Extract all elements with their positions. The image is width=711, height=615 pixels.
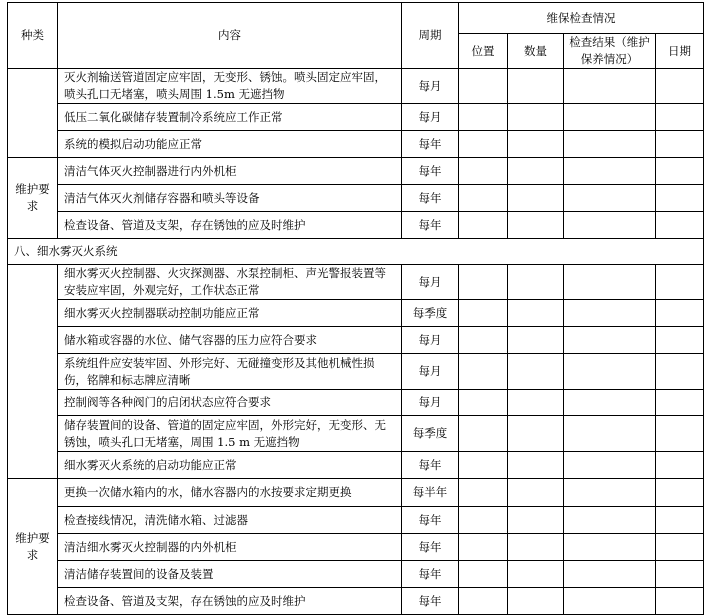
position-cell[interactable] [459,158,508,185]
quantity-cell[interactable] [508,69,564,104]
position-cell[interactable] [459,534,508,561]
quantity-cell[interactable] [508,185,564,212]
result-cell[interactable] [564,158,656,185]
result-cell[interactable] [564,327,656,354]
date-cell[interactable] [656,354,704,390]
header-category: 种类 [8,3,58,69]
result-cell[interactable] [564,507,656,534]
date-cell[interactable] [656,158,704,185]
result-cell[interactable] [564,416,656,452]
cycle-cell: 每季度 [402,300,459,327]
date-cell[interactable] [656,588,704,615]
result-cell[interactable] [564,390,656,416]
section-heading: 八、细水雾灭火系统 [8,239,704,265]
quantity-cell[interactable] [508,354,564,390]
position-cell[interactable] [459,104,508,131]
cycle-cell: 每半年 [402,479,459,507]
position-cell[interactable] [459,507,508,534]
cycle-cell: 每月 [402,265,459,300]
position-cell[interactable] [459,354,508,390]
content-cell: 细水雾灭火控制器联动控制功能应正常 [58,300,402,327]
quantity-cell[interactable] [508,131,564,158]
result-cell[interactable] [564,69,656,104]
date-cell[interactable] [656,452,704,479]
cycle-cell: 每年 [402,185,459,212]
content-cell: 控制阀等各种阀门的启闭状态应符合要求 [58,390,402,416]
cycle-cell: 每年 [402,507,459,534]
result-cell[interactable] [564,300,656,327]
quantity-cell[interactable] [508,158,564,185]
quantity-cell[interactable] [508,327,564,354]
result-cell[interactable] [564,104,656,131]
position-cell[interactable] [459,452,508,479]
result-cell[interactable] [564,185,656,212]
quantity-cell[interactable] [508,507,564,534]
result-cell[interactable] [564,265,656,300]
position-cell[interactable] [459,131,508,158]
quantity-cell[interactable] [508,416,564,452]
content-cell: 系统的模拟启动功能应正常 [58,131,402,158]
date-cell[interactable] [656,69,704,104]
category-cell: 维护要求 [8,479,58,615]
result-cell[interactable] [564,212,656,239]
header-cycle: 周期 [402,3,459,69]
content-cell: 清洁细水雾灭火控制器的内外机柜 [58,534,402,561]
cycle-cell: 每季度 [402,416,459,452]
date-cell[interactable] [656,131,704,158]
date-cell[interactable] [656,185,704,212]
content-cell: 检查设备、管道及支架，存在锈蚀的应及时维护 [58,588,402,615]
date-cell[interactable] [656,300,704,327]
quantity-cell[interactable] [508,479,564,507]
content-cell: 储水箱或容器的水位、储气容器的压力应符合要求 [58,327,402,354]
cycle-cell: 每年 [402,158,459,185]
date-cell[interactable] [656,534,704,561]
cycle-cell: 每年 [402,131,459,158]
content-cell: 检查接线情况，清洗储水箱、过滤器 [58,507,402,534]
content-cell: 清洁储存装置间的设备及装置 [58,561,402,588]
quantity-cell[interactable] [508,265,564,300]
quantity-cell[interactable] [508,104,564,131]
position-cell[interactable] [459,327,508,354]
quantity-cell[interactable] [508,588,564,615]
content-cell: 系统组件应安装牢固、外形完好、无碰撞变形及其他机械性损伤，铭牌和标志牌应清晰 [58,354,402,390]
position-cell[interactable] [459,561,508,588]
content-cell: 清洁气体灭火控制器进行内外机柜 [58,158,402,185]
header-result: 检查结果（维护保养情况） [564,34,656,69]
result-cell[interactable] [564,561,656,588]
position-cell[interactable] [459,185,508,212]
content-cell: 储存装置间的设备、管道的固定应牢固，外形完好，无变形、无锈蚀，喷头孔口无堵塞，周围 1.5 m 无遮挡物 [58,416,402,452]
date-cell[interactable] [656,212,704,239]
position-cell[interactable] [459,416,508,452]
header-content: 内容 [58,3,402,69]
content-cell: 更换一次储水箱内的水，储水容器内的水按要求定期更换 [58,479,402,507]
date-cell[interactable] [656,327,704,354]
header-check-group: 维保检查情况 [459,3,704,34]
result-cell[interactable] [564,354,656,390]
result-cell[interactable] [564,534,656,561]
cycle-cell: 每月 [402,390,459,416]
date-cell[interactable] [656,479,704,507]
position-cell[interactable] [459,390,508,416]
cycle-cell: 每年 [402,561,459,588]
category-cell-blank-3 [8,265,58,479]
cycle-cell: 每月 [402,104,459,131]
cycle-cell: 每年 [402,534,459,561]
result-cell[interactable] [564,452,656,479]
quantity-cell[interactable] [508,534,564,561]
content-cell: 细水雾灭火系统的启动功能应正常 [58,452,402,479]
header-date: 日期 [656,34,704,69]
cycle-cell: 每年 [402,588,459,615]
position-cell[interactable] [459,300,508,327]
cycle-cell: 每月 [402,354,459,390]
position-cell[interactable] [459,265,508,300]
position-cell[interactable] [459,212,508,239]
category-cell-blank-1 [8,69,58,158]
quantity-cell[interactable] [508,300,564,327]
quantity-cell[interactable] [508,561,564,588]
cycle-cell: 每月 [402,69,459,104]
category-cell: 维护要求 [8,158,58,239]
cycle-cell: 每月 [402,327,459,354]
quantity-cell[interactable] [508,212,564,239]
maintenance-table [7,2,704,615]
quantity-cell[interactable] [508,452,564,479]
header-position: 位置 [459,34,508,69]
date-cell[interactable] [656,265,704,300]
quantity-cell[interactable] [508,390,564,416]
content-cell: 低压二氧化碳储存装置制冷系统应工作正常 [58,104,402,131]
date-cell[interactable] [656,416,704,452]
position-cell[interactable] [459,479,508,507]
content-cell: 灭火剂输送管道固定应牢固，无变形、锈蚀。喷头固定应牢固，喷头孔口无堵塞，喷头周围 1.5m 无遮挡物 [58,69,402,104]
result-cell[interactable] [564,131,656,158]
date-cell[interactable] [656,561,704,588]
content-cell: 细水雾灭火控制器、火灾探测器、水泵控制柜、声光警报装置等安装应牢固，外观完好，工作状态正常 [58,265,402,300]
result-cell[interactable] [564,588,656,615]
position-cell[interactable] [459,588,508,615]
position-cell[interactable] [459,69,508,104]
date-cell[interactable] [656,104,704,131]
result-cell[interactable] [564,479,656,507]
date-cell[interactable] [656,390,704,416]
cycle-cell: 每年 [402,452,459,479]
date-cell[interactable] [656,507,704,534]
content-cell: 检查设备、管道及支架，存在锈蚀的应及时维护 [58,212,402,239]
content-cell: 清洁气体灭火剂储存容器和喷头等设备 [58,185,402,212]
header-quantity: 数量 [508,34,564,69]
cycle-cell: 每年 [402,212,459,239]
